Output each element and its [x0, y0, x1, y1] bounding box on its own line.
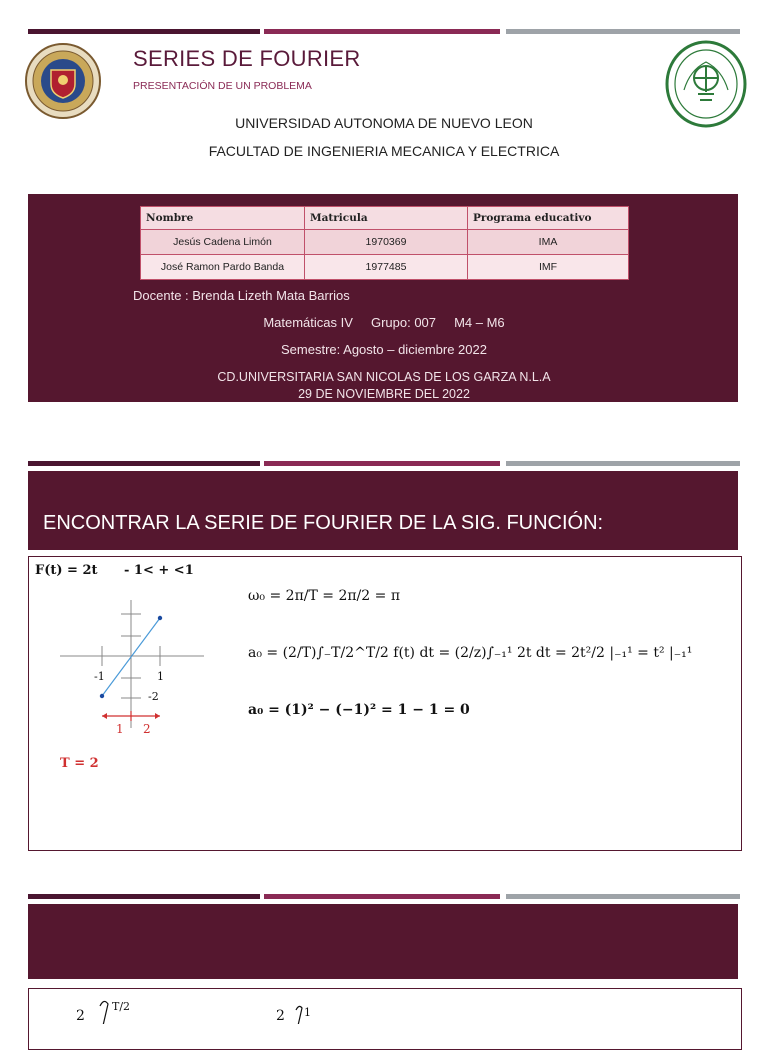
cell-matricula: 1970369: [305, 230, 468, 255]
svg-text:1: 1: [304, 1006, 311, 1019]
cell-programa: IMA: [468, 230, 629, 255]
cell-matricula: 1977485: [305, 255, 468, 280]
slide1-title: SERIES DE FOURIER: [133, 46, 361, 71]
slide1-top-bars: [28, 29, 740, 34]
place-text: CD.UNIVERSITARIA SAN NICOLAS DE LOS GARZA N.L.A: [217, 370, 551, 384]
svg-text:T/2: T/2: [112, 1000, 131, 1013]
slide2-title-panel: [28, 471, 738, 550]
interval-label: - 1< + <1: [124, 563, 194, 578]
docente-text: Docente : Brenda Lizeth Mata Barrios: [133, 288, 350, 303]
slide2-top-bars: [28, 461, 740, 466]
cell-name: Jesús Cadena Limón: [141, 230, 305, 255]
start-point: [100, 694, 104, 698]
function-label: F(t) = 2t: [35, 563, 98, 578]
graph-label-neg1: -1: [94, 670, 105, 683]
faculty-name: FACULTAD DE INGENIERIA MECANICA Y ELECTRICA: [208, 143, 560, 159]
a0-result-equation: a₀ = (1)² − (−1)² = 1 − 1 = 0: [248, 702, 470, 718]
period-label: T = 2: [60, 756, 99, 771]
a0-integral-equation: a₀ = (2/T)∫₋T/2^T/2 f(t) dt = (2/z)∫₋₁¹ 2t dt = 2t²/2 |₋₁¹ = t² |₋₁¹: [248, 645, 693, 661]
graph-label-pos1: 1: [157, 670, 164, 683]
header-matricula: Matricula: [305, 207, 468, 230]
slide3-partial-math: [60, 996, 440, 1024]
end-point: [158, 616, 162, 620]
slide2-title: ENCONTRAR LA SERIE DE FOURIER DE LA SIG. FUNCIÓN:: [43, 512, 604, 534]
graph-label-two: 2: [143, 722, 151, 736]
course-text: Matemáticas IV Grupo: 007 M4 – M6: [263, 315, 505, 330]
table-row: [141, 255, 629, 280]
semester-text: Semestre: Agosto – diciembre 2022: [281, 342, 487, 357]
table-row: [141, 230, 629, 255]
table-header-row: [141, 207, 629, 230]
svg-text:2: 2: [276, 1008, 285, 1024]
graph-label-one: 1: [116, 722, 124, 736]
students-table: [140, 206, 629, 280]
date-text: 29 DE NOVIEMBRE DEL 2022: [298, 387, 470, 401]
cell-name: José Ramon Pardo Banda: [141, 255, 305, 280]
university-name: UNIVERSIDAD AUTONOMA DE NUEVO LEON: [235, 115, 533, 131]
svg-text:2: 2: [76, 1008, 85, 1024]
slide1-subtitle: PRESENTACIÓN DE UN PROBLEMA: [133, 80, 312, 92]
slide3-top-bars: [28, 894, 740, 899]
slide3-title-panel: [28, 904, 738, 979]
uanl-seal-icon: [24, 42, 102, 120]
graph-label-neg2: -2: [148, 690, 159, 703]
header-nombre: Nombre: [141, 207, 305, 230]
header-programa: Programa educativo: [468, 207, 629, 230]
omega-equation: ω₀ = 2π/T = 2π/2 = π: [248, 588, 401, 604]
function-graph: [56, 596, 206, 736]
cell-programa: IMF: [468, 255, 629, 280]
